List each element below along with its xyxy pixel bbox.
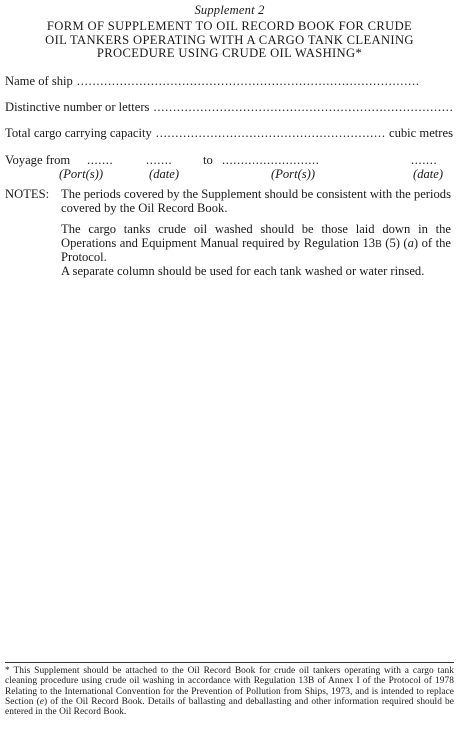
heading-line-1: FORM OF SUPPLEMENT TO OIL RECORD BOOK FOR CRUDE [46, 19, 413, 33]
footnote-text-2: ) of the Oil Record Book. Details of ballasting and deballasting and other information required should be entered in the Oil Record Book. [5, 696, 454, 718]
voyage-from-label: Voyage from [5, 153, 71, 167]
voyage-to-label: to [203, 153, 213, 167]
name-of-ship-dotted-line[interactable] [77, 74, 453, 88]
heading-line-3: PROCEDURE USING CRUDE OIL WASHING* [96, 46, 363, 61]
notes-label: NOTES: [5, 187, 50, 201]
footnote-text-1: * This Supplement should be attached to the Oil Record Book for crude oil tankers operating with a cargo tank cleaning procedure using crude oil washing in accordance with Regulation 13B of Annex I of the Protocol of 1978 Relating to the International Convention for the Prevention of Pollution from Ships, 1973, and is intended to replace Section ( [5, 666, 454, 707]
note-2 [61, 223, 451, 265]
capacity-unit: cubic metres [389, 126, 453, 140]
total-capacity-field[interactable] [5, 126, 453, 140]
port-caption-2: (Port(s)) [271, 167, 316, 181]
heading-line-2: OIL TANKERS OPERATING WITH A CARGO TANK CLEANING [45, 32, 414, 47]
distinctive-number-dotted-line[interactable] [153, 100, 453, 114]
name-of-ship-field[interactable] [5, 74, 453, 88]
port-caption-1: (Port(s)) [59, 167, 104, 181]
voyage-to-port-dotted-line[interactable]: .......................... [222, 153, 320, 167]
note-2-italic-a: a [407, 235, 414, 250]
note-3: A separate column should be used for each tank washed or water rinsed. [61, 264, 425, 278]
supplement-label: Supplement 2 [194, 3, 265, 17]
footnote-divider [5, 662, 454, 663]
total-capacity-label: Total cargo carrying capacity [5, 126, 152, 140]
distinctive-number-field[interactable] [5, 100, 453, 114]
date-caption-1: (date) [149, 167, 180, 181]
note-1: The periods covered by the Supplement should be consistent with the periods covered by the Oil Record Book. [61, 187, 451, 215]
form-heading [6, 20, 453, 61]
note-2-regulation-letter: B [375, 238, 382, 250]
name-of-ship-label: Name of ship [5, 74, 73, 88]
footnote [5, 666, 454, 717]
voyage-from-date-dotted-line[interactable]: ....... [146, 153, 173, 167]
note-2-paren-open: (5) ( [381, 235, 408, 250]
total-capacity-dotted-line[interactable] [156, 126, 385, 140]
note-2-tail: ) of the Protocol. [61, 235, 451, 265]
distinctive-number-label: Distinctive number or letters [5, 100, 150, 114]
footnote-section-letter: e [39, 696, 44, 707]
note-2-text: The cargo tanks crude oil washed should be those laid down in the Operations and Equipment Manual required by Regulation 13 [61, 222, 451, 250]
voyage-to-date-dotted-line[interactable]: ....... [411, 153, 438, 167]
date-caption-2: (date) [413, 167, 444, 181]
voyage-from-port-dotted-line[interactable]: ....... [87, 153, 114, 167]
